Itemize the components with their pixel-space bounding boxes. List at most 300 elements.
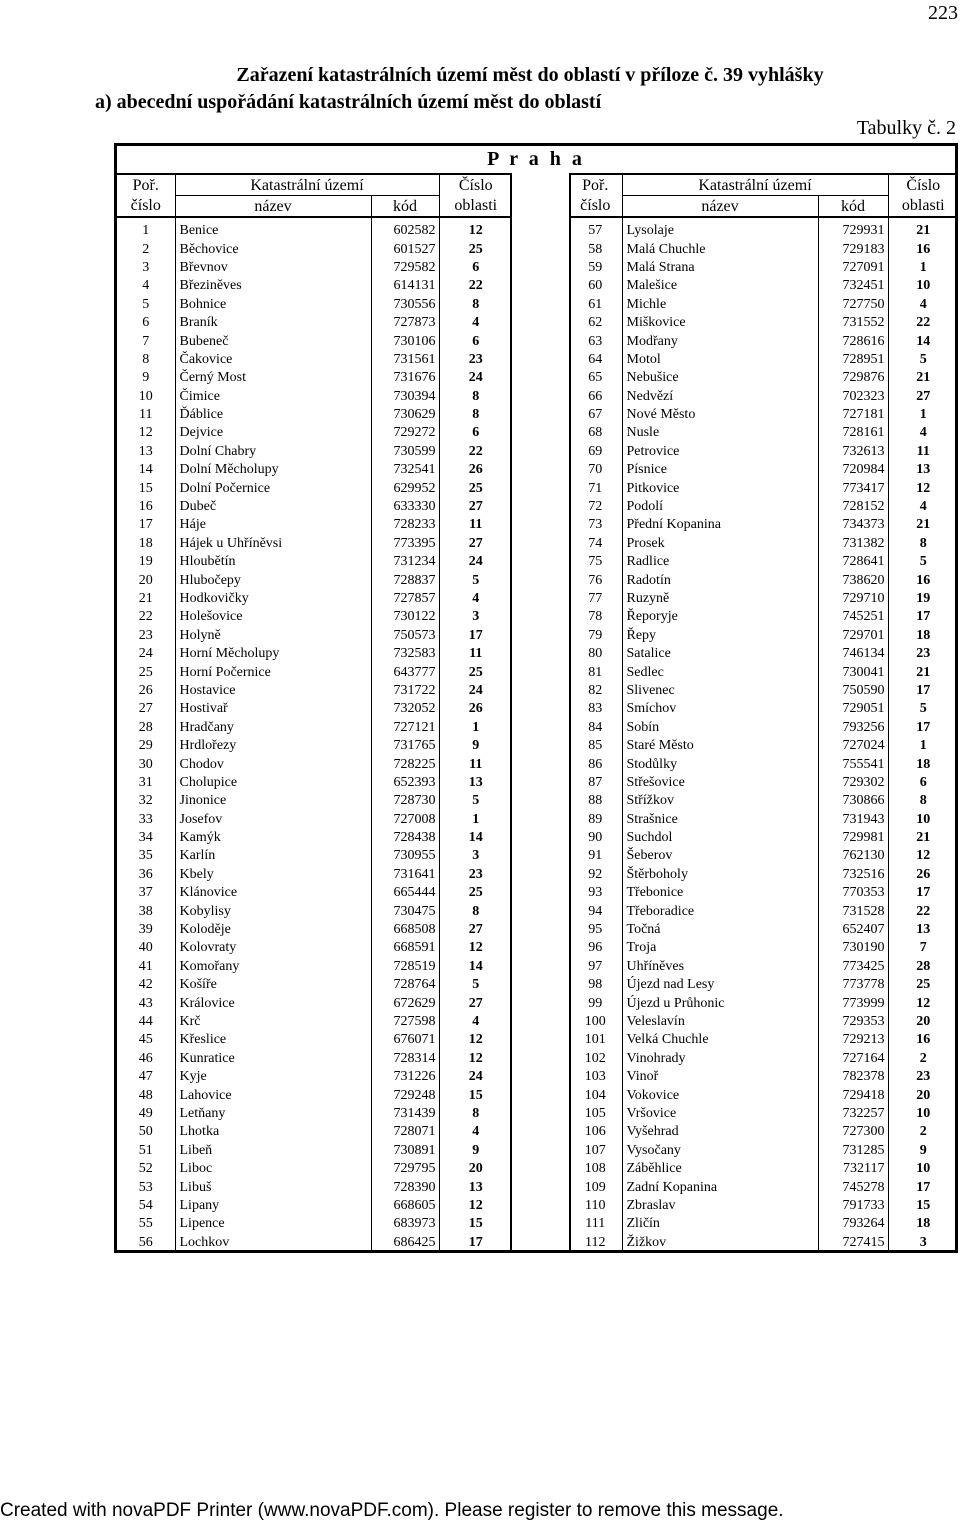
table-row bbox=[117, 829, 512, 847]
area-number: 17 bbox=[888, 608, 958, 626]
cadastral-code: 729213 bbox=[818, 1031, 888, 1049]
cadastral-code: 745251 bbox=[818, 608, 888, 626]
table-row bbox=[569, 406, 958, 424]
cadastral-name: Malešice bbox=[622, 277, 818, 295]
row-number: 67 bbox=[588, 407, 603, 423]
area-number: 27 bbox=[888, 388, 958, 406]
row-number: 52 bbox=[138, 1161, 153, 1177]
row-number: 56 bbox=[138, 1234, 153, 1250]
table-row bbox=[117, 314, 512, 332]
area-number: 4 bbox=[439, 590, 512, 608]
area-number: 8 bbox=[888, 535, 958, 553]
row-number: 2 bbox=[142, 241, 150, 257]
table-row bbox=[569, 866, 958, 884]
cadastral-name: Michle bbox=[622, 296, 818, 314]
row-number: 49 bbox=[138, 1105, 153, 1121]
cadastral-name: Sobín bbox=[622, 719, 818, 737]
cadastral-code: 730190 bbox=[818, 939, 888, 957]
table-row bbox=[569, 774, 958, 792]
cadastral-code: 745278 bbox=[818, 1178, 888, 1196]
row-number: 16 bbox=[138, 499, 153, 515]
area-number: 5 bbox=[439, 571, 512, 589]
cadastral-code: 732516 bbox=[818, 866, 888, 884]
table-row bbox=[569, 719, 958, 737]
table-row bbox=[117, 847, 512, 865]
area-number: 1 bbox=[888, 259, 958, 277]
table-row bbox=[117, 645, 512, 663]
area-number: 10 bbox=[888, 1105, 958, 1123]
cadastral-name: Uhříněves bbox=[622, 958, 818, 976]
area-number: 9 bbox=[439, 737, 512, 755]
cadastral-code: 731676 bbox=[371, 369, 439, 387]
row-number: 82 bbox=[588, 682, 603, 698]
row-number: 79 bbox=[588, 627, 603, 643]
cadastral-name: Lochkov bbox=[175, 1233, 371, 1251]
cadastral-name: Háje bbox=[175, 516, 371, 534]
cadastral-code: 602582 bbox=[371, 217, 439, 240]
cadastral-code: 643777 bbox=[371, 663, 439, 681]
cadastral-code: 728730 bbox=[371, 792, 439, 810]
cadastral-code: 750590 bbox=[818, 682, 888, 700]
cadastral-name: Sedlec bbox=[622, 663, 818, 681]
cadastral-code: 730394 bbox=[371, 388, 439, 406]
header-por: Poř. bbox=[569, 174, 622, 196]
area-number: 12 bbox=[888, 479, 958, 497]
cadastral-code: 730122 bbox=[371, 608, 439, 626]
cadastral-name: Velká Chuchle bbox=[622, 1031, 818, 1049]
cadastral-name: Braník bbox=[175, 314, 371, 332]
cadastral-code: 728152 bbox=[818, 498, 888, 516]
header-cislo: Číslo bbox=[439, 174, 512, 196]
cadastral-code: 728519 bbox=[371, 958, 439, 976]
row-number: 103 bbox=[584, 1069, 606, 1085]
row-number: 12 bbox=[138, 425, 153, 441]
row-number: 66 bbox=[588, 388, 603, 404]
cadastral-name: Dolní Chabry bbox=[175, 443, 371, 461]
table-row bbox=[569, 1086, 958, 1104]
area-number: 3 bbox=[439, 847, 512, 865]
table-row bbox=[569, 1031, 958, 1049]
cadastral-name: Zbraslav bbox=[622, 1197, 818, 1215]
row-number: 43 bbox=[138, 995, 153, 1011]
cadastral-name: Hrdlořezy bbox=[175, 737, 371, 755]
area-number: 24 bbox=[439, 369, 512, 387]
row-number: 98 bbox=[588, 977, 603, 993]
header-por: Poř. bbox=[117, 174, 175, 196]
row-number: 23 bbox=[138, 627, 153, 643]
table-row bbox=[569, 498, 958, 516]
row-number: 39 bbox=[138, 922, 153, 938]
cadastral-code: 773999 bbox=[818, 994, 888, 1012]
cadastral-code: 727024 bbox=[818, 737, 888, 755]
city-heading: P r a h a bbox=[487, 148, 585, 170]
table-row bbox=[569, 535, 958, 553]
header-cislo: Číslo bbox=[888, 174, 958, 196]
row-number: 101 bbox=[584, 1032, 606, 1048]
cadastral-name: Chodov bbox=[175, 755, 371, 773]
row-number: 30 bbox=[138, 756, 153, 772]
area-number: 21 bbox=[888, 516, 958, 534]
cadastral-name: Bohnice bbox=[175, 296, 371, 314]
area-number: 25 bbox=[439, 663, 512, 681]
row-number: 83 bbox=[588, 701, 603, 717]
cadastral-code: 731765 bbox=[371, 737, 439, 755]
row-number: 109 bbox=[584, 1179, 606, 1195]
table-row bbox=[569, 1160, 958, 1178]
cadastral-name: Pitkovice bbox=[622, 479, 818, 497]
area-number: 10 bbox=[888, 277, 958, 295]
area-number: 1 bbox=[888, 737, 958, 755]
area-number: 4 bbox=[888, 498, 958, 516]
area-number: 23 bbox=[439, 866, 512, 884]
table-row bbox=[117, 1197, 512, 1215]
table-row bbox=[117, 682, 512, 700]
cadastral-code: 731234 bbox=[371, 553, 439, 571]
cadastral-name: Střížkov bbox=[622, 792, 818, 810]
cadastral-name: Komořany bbox=[175, 958, 371, 976]
area-number: 27 bbox=[439, 535, 512, 553]
area-number: 23 bbox=[439, 351, 512, 369]
cadastral-code: 728438 bbox=[371, 829, 439, 847]
area-number: 21 bbox=[888, 829, 958, 847]
table-row bbox=[569, 369, 958, 387]
header-kod: kód bbox=[371, 196, 439, 218]
cadastral-name: Štěrboholy bbox=[622, 866, 818, 884]
area-number: 22 bbox=[439, 443, 512, 461]
cadastral-code: 730629 bbox=[371, 406, 439, 424]
area-number: 26 bbox=[439, 700, 512, 718]
cadastral-name: Břevnov bbox=[175, 259, 371, 277]
cadastral-name: Libeň bbox=[175, 1142, 371, 1160]
table-row bbox=[117, 939, 512, 957]
cadastral-name: Koloděje bbox=[175, 921, 371, 939]
cadastral-name: Žižkov bbox=[622, 1233, 818, 1251]
cadastral-code: 793256 bbox=[818, 719, 888, 737]
area-number: 9 bbox=[888, 1142, 958, 1160]
cadastral-code: 730475 bbox=[371, 902, 439, 920]
cadastral-code: 729876 bbox=[818, 369, 888, 387]
cadastral-name: Motol bbox=[622, 351, 818, 369]
document-subtitle: a) abecední uspořádání katastrálních území měst do oblastí bbox=[95, 91, 602, 113]
cadastral-code: 731561 bbox=[371, 351, 439, 369]
footer-suffix: ). Please register to remove this message. bbox=[427, 1500, 784, 1521]
row-number: 21 bbox=[138, 591, 153, 606]
cadastral-code: 633330 bbox=[371, 498, 439, 516]
cadastral-code: 731552 bbox=[818, 314, 888, 332]
cadastral-name: Ruzyně bbox=[622, 590, 818, 608]
cadastral-code: 750573 bbox=[371, 627, 439, 645]
cadastral-code: 738620 bbox=[818, 571, 888, 589]
area-number: 1 bbox=[439, 719, 512, 737]
cadastral-name: Lipence bbox=[175, 1215, 371, 1233]
table-row bbox=[569, 976, 958, 994]
cadastral-code: 727181 bbox=[818, 406, 888, 424]
area-number: 8 bbox=[439, 902, 512, 920]
area-number: 5 bbox=[888, 553, 958, 571]
cadastral-name: Nebušice bbox=[622, 369, 818, 387]
area-number: 20 bbox=[888, 1086, 958, 1104]
table-row bbox=[117, 792, 512, 810]
cadastral-code: 730599 bbox=[371, 443, 439, 461]
area-number: 23 bbox=[888, 1068, 958, 1086]
cadastral-code: 728161 bbox=[818, 424, 888, 442]
cadastral-name: Točná bbox=[622, 921, 818, 939]
cadastral-code: 702323 bbox=[818, 388, 888, 406]
cadastral-code: 732451 bbox=[818, 277, 888, 295]
cadastral-name: Hostavice bbox=[175, 682, 371, 700]
cadastral-code: 732257 bbox=[818, 1105, 888, 1123]
table-row bbox=[569, 1178, 958, 1196]
table-row bbox=[117, 811, 512, 829]
cadastral-name: Krč bbox=[175, 1013, 371, 1031]
area-number: 10 bbox=[888, 811, 958, 829]
cadastral-name: Královice bbox=[175, 994, 371, 1012]
cadastral-code: 729248 bbox=[371, 1086, 439, 1104]
cadastral-code: 773417 bbox=[818, 479, 888, 497]
cadastral-code: 728641 bbox=[818, 553, 888, 571]
area-number: 6 bbox=[439, 424, 512, 442]
area-number: 22 bbox=[888, 902, 958, 920]
table-row bbox=[117, 737, 512, 755]
row-number: 92 bbox=[588, 866, 603, 882]
table-row bbox=[117, 351, 512, 369]
row-number: 99 bbox=[588, 995, 603, 1011]
table-row bbox=[117, 866, 512, 884]
cadastral-code: 773425 bbox=[818, 958, 888, 976]
cadastral-code: 773395 bbox=[371, 535, 439, 553]
table-label: Tabulky č. 2 bbox=[856, 117, 956, 139]
cadastral-name: Liboc bbox=[175, 1160, 371, 1178]
row-number: 31 bbox=[138, 774, 153, 790]
header-por-2: číslo bbox=[569, 196, 622, 218]
header-oblasti: oblasti bbox=[888, 196, 958, 218]
table-row bbox=[569, 792, 958, 810]
table-row bbox=[117, 240, 512, 258]
table-row bbox=[117, 627, 512, 645]
row-number: 42 bbox=[138, 977, 153, 993]
table-row bbox=[569, 217, 958, 240]
table-row bbox=[569, 571, 958, 589]
cadastral-code: 728951 bbox=[818, 351, 888, 369]
cadastral-code: 732583 bbox=[371, 645, 439, 663]
table-row bbox=[569, 332, 958, 350]
footer-link[interactable]: www.novaPDF.com bbox=[264, 1500, 428, 1521]
area-number: 28 bbox=[888, 958, 958, 976]
row-number: 69 bbox=[588, 443, 603, 459]
cadastral-name: Nedvězí bbox=[622, 388, 818, 406]
table-row bbox=[569, 277, 958, 295]
cadastral-name: Třeboradice bbox=[622, 902, 818, 920]
table-row bbox=[117, 479, 512, 497]
cadastral-name: Hloubětín bbox=[175, 553, 371, 571]
area-number: 4 bbox=[439, 1123, 512, 1141]
cadastral-code: 727121 bbox=[371, 719, 439, 737]
cadastral-code: 731943 bbox=[818, 811, 888, 829]
cadastral-code: 672629 bbox=[371, 994, 439, 1012]
row-number: 71 bbox=[588, 480, 603, 496]
cadastral-name: Hostivař bbox=[175, 700, 371, 718]
row-number: 61 bbox=[588, 296, 603, 312]
row-number: 78 bbox=[588, 609, 603, 625]
area-number: 24 bbox=[439, 553, 512, 571]
area-number: 18 bbox=[888, 755, 958, 773]
table-row bbox=[117, 535, 512, 553]
cadastral-name: Písnice bbox=[622, 461, 818, 479]
cadastral-name: Vršovice bbox=[622, 1105, 818, 1123]
area-number: 15 bbox=[439, 1215, 512, 1233]
table-row bbox=[569, 958, 958, 976]
table-row bbox=[569, 663, 958, 681]
row-number: 64 bbox=[588, 351, 603, 367]
cadastral-name: Malá Strana bbox=[622, 259, 818, 277]
table-row bbox=[117, 958, 512, 976]
cadastral-code: 731528 bbox=[818, 902, 888, 920]
area-number: 11 bbox=[439, 645, 512, 663]
cadastral-name: Satalice bbox=[622, 645, 818, 663]
row-number: 10 bbox=[138, 388, 153, 404]
cadastral-name: Zadní Kopanina bbox=[622, 1178, 818, 1196]
row-number: 11 bbox=[139, 407, 153, 423]
table-row bbox=[569, 388, 958, 406]
table-row bbox=[569, 829, 958, 847]
cadastral-code: 732052 bbox=[371, 700, 439, 718]
table-row bbox=[569, 240, 958, 258]
row-number: 46 bbox=[138, 1050, 153, 1066]
cadastral-name: Hradčany bbox=[175, 719, 371, 737]
row-number: 37 bbox=[138, 885, 153, 901]
table-row bbox=[569, 1233, 958, 1251]
cadastral-name: Holešovice bbox=[175, 608, 371, 626]
area-number: 18 bbox=[888, 1215, 958, 1233]
cadastral-name: Josefov bbox=[175, 811, 371, 829]
cadastral-code: 676071 bbox=[371, 1031, 439, 1049]
table-row bbox=[117, 774, 512, 792]
table-row bbox=[569, 755, 958, 773]
row-number: 88 bbox=[588, 793, 603, 809]
cadastral-name: Modřany bbox=[622, 332, 818, 350]
cadastral-name: Horní Počernice bbox=[175, 663, 371, 681]
row-number: 91 bbox=[588, 848, 603, 864]
cadastral-name: Nusle bbox=[622, 424, 818, 442]
cadastral-code: 731439 bbox=[371, 1105, 439, 1123]
row-number: 22 bbox=[138, 609, 153, 625]
area-number: 1 bbox=[888, 406, 958, 424]
cadastral-code: 730866 bbox=[818, 792, 888, 810]
table-row bbox=[569, 645, 958, 663]
cadastral-code: 729981 bbox=[818, 829, 888, 847]
row-number: 94 bbox=[588, 903, 603, 919]
table-row bbox=[117, 553, 512, 571]
header-kod: kód bbox=[818, 196, 888, 218]
table-row bbox=[117, 1013, 512, 1031]
area-number: 17 bbox=[439, 627, 512, 645]
cadastral-name: Dejvice bbox=[175, 424, 371, 442]
cadastral-name: Dolní Počernice bbox=[175, 479, 371, 497]
row-number: 100 bbox=[584, 1013, 606, 1029]
cadastral-code: 730891 bbox=[371, 1142, 439, 1160]
table-row bbox=[117, 1160, 512, 1178]
row-number: 26 bbox=[138, 682, 153, 698]
area-number: 5 bbox=[439, 792, 512, 810]
row-number: 25 bbox=[138, 664, 153, 680]
table-row bbox=[569, 847, 958, 865]
cadastral-name: Vinoř bbox=[622, 1068, 818, 1086]
area-number: 1 bbox=[439, 811, 512, 829]
area-number: 15 bbox=[888, 1197, 958, 1215]
row-number: 27 bbox=[138, 701, 153, 717]
table-row bbox=[569, 1013, 958, 1031]
area-number: 12 bbox=[439, 1197, 512, 1215]
area-number: 12 bbox=[439, 1050, 512, 1068]
table-row bbox=[117, 259, 512, 277]
row-number: 32 bbox=[138, 793, 153, 809]
cadastral-name: Střešovice bbox=[622, 774, 818, 792]
cadastral-code: 665444 bbox=[371, 884, 439, 902]
cadastral-name: Libuš bbox=[175, 1178, 371, 1196]
cadastral-name: Kunratice bbox=[175, 1050, 371, 1068]
cadastral-name: Vokovice bbox=[622, 1086, 818, 1104]
table-row bbox=[569, 627, 958, 645]
cadastral-name: Hájek u Uhříněvsi bbox=[175, 535, 371, 553]
area-number: 14 bbox=[439, 958, 512, 976]
area-number: 16 bbox=[888, 1031, 958, 1049]
table-row bbox=[569, 424, 958, 442]
area-number: 17 bbox=[888, 1178, 958, 1196]
area-number: 5 bbox=[439, 976, 512, 994]
cadastral-code: 727091 bbox=[818, 259, 888, 277]
row-number: 36 bbox=[138, 866, 153, 882]
cadastral-code: 728390 bbox=[371, 1178, 439, 1196]
table-row bbox=[117, 1105, 512, 1123]
cadastral-name: Letňany bbox=[175, 1105, 371, 1123]
table-right-half bbox=[569, 173, 958, 1252]
table-row bbox=[569, 1068, 958, 1086]
table-row bbox=[117, 1215, 512, 1233]
row-number: 95 bbox=[588, 922, 603, 938]
table-row bbox=[569, 994, 958, 1012]
table-row bbox=[117, 498, 512, 516]
cadastral-name: Záběhlice bbox=[622, 1160, 818, 1178]
area-number: 27 bbox=[439, 921, 512, 939]
cadastral-name: Kobylisy bbox=[175, 902, 371, 920]
cadastral-name: Nové Město bbox=[622, 406, 818, 424]
cadastral-name: Čakovice bbox=[175, 351, 371, 369]
cadastral-code: 730955 bbox=[371, 847, 439, 865]
cadastral-name: Troja bbox=[622, 939, 818, 957]
table-row bbox=[117, 461, 512, 479]
row-number: 41 bbox=[138, 958, 153, 974]
table-row bbox=[569, 553, 958, 571]
cadastral-name: Malá Chuchle bbox=[622, 240, 818, 258]
cadastral-code: 727300 bbox=[818, 1123, 888, 1141]
cadastral-name: Cholupice bbox=[175, 774, 371, 792]
table-row bbox=[117, 1123, 512, 1141]
cadastral-code: 668508 bbox=[371, 921, 439, 939]
cadastral-name: Kamýk bbox=[175, 829, 371, 847]
cadastral-code: 727750 bbox=[818, 296, 888, 314]
cadastral-name: Vinohrady bbox=[622, 1050, 818, 1068]
cadastral-name: Vysočany bbox=[622, 1142, 818, 1160]
row-number: 17 bbox=[138, 517, 153, 533]
row-number: 70 bbox=[588, 462, 603, 478]
cadastral-name: Hlubočepy bbox=[175, 571, 371, 589]
table-left bbox=[117, 173, 512, 1252]
cadastral-code: 668605 bbox=[371, 1197, 439, 1215]
cadastral-code: 734373 bbox=[818, 516, 888, 534]
table-row bbox=[569, 1123, 958, 1141]
row-number: 47 bbox=[138, 1069, 153, 1085]
table-row bbox=[117, 663, 512, 681]
